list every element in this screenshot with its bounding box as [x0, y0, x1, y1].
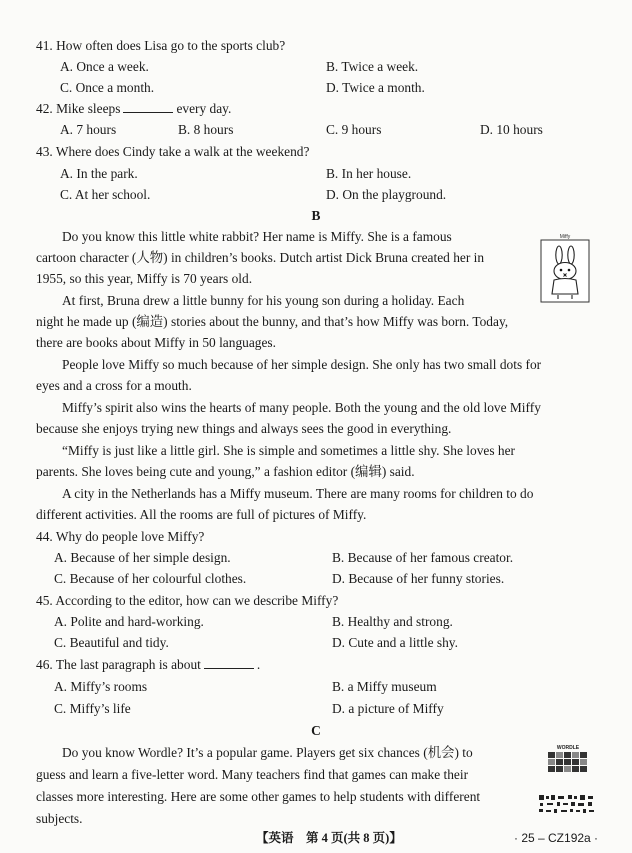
passage-c-p1-line3: classes more interesting. Here are some other games to help students with different [36, 789, 481, 804]
passage-b-p3-line2: eyes and a cross for a mouth. [36, 378, 192, 393]
passage-b-p4-line2: because she enjoys trying new things and always sees the good in everything. [36, 421, 452, 436]
game-table-thumbnail [538, 793, 596, 817]
q42-option-d: D. 10 hours [480, 122, 543, 137]
passage-b-p2-line3: there are books about Miffy in 50 languages. [36, 335, 276, 350]
section-c-heading: C [311, 723, 321, 738]
answer-blank [204, 656, 254, 669]
q41-option-b: B. Twice a week. [326, 59, 419, 74]
q42-option-b: B. 8 hours [178, 122, 234, 137]
wordle-image [546, 744, 590, 774]
wordle-image-label: WORDLE [556, 745, 580, 751]
q41-option-a: A. Once a week. [60, 59, 149, 74]
answer-blank [123, 100, 173, 113]
q42-stem-post: every day. [176, 101, 232, 116]
passage-b-p2-line2: night he made up (编造) stories about the bunny, and that’s how Miffy was born. Today, [36, 314, 509, 329]
miffy-image-label: Miffy [559, 234, 571, 240]
q42-option-c: C. 9 hours [326, 122, 382, 137]
passage-c-p1-line4: subjects. [36, 811, 83, 826]
passage-c-p1-line1: Do you know Wordle? It’s a popular game. Players get six chances (机会) to [62, 745, 473, 760]
wordle-grid-icon [546, 744, 590, 774]
q44-option-d: D. Because of her funny stories. [332, 571, 505, 586]
q44-option-a: A. Because of her simple design. [54, 550, 231, 565]
question-44-stem: 44. Why do people love Miffy? [36, 529, 205, 544]
passage-b-p5-line1: “Miffy is just like a little girl. She is simple and sometimes a little shy. She loves her [62, 443, 515, 458]
passage-b-p1-line3: 1955, so this year, Miffy is 70 years old. [36, 271, 253, 286]
q44-option-b: B. Because of her famous creator. [332, 550, 514, 565]
question-41-stem: 41. How often does Lisa go to the sports club? [36, 38, 286, 53]
q45-option-b: B. Healthy and strong. [332, 614, 453, 629]
q43-option-c: C. At her school. [60, 187, 151, 202]
q46-option-d: D. a picture of Miffy [332, 701, 444, 716]
q46-stem-pre: 46. The last paragraph is about [36, 657, 201, 672]
q46-option-c: C. Miffy’s life [54, 701, 131, 716]
q41-option-d: D. Twice a month. [326, 80, 425, 95]
q46-option-b: B. a Miffy museum [332, 679, 437, 694]
q42-option-a: A. 7 hours [60, 122, 117, 137]
q45-option-a: A. Polite and hard-working. [54, 614, 204, 629]
section-b-heading: B [311, 208, 321, 223]
passage-b-p1-line2: cartoon character (人物) in children’s books. Dutch artist Dick Bruna created her in [36, 250, 485, 265]
passage-b-p6-line1: A city in the Netherlands has a Miffy museum. There are many rooms for children to do [62, 486, 534, 501]
q45-option-d: D. Cute and a little shy. [332, 635, 458, 650]
question-42-stem [36, 98, 602, 119]
q46-option-a: A. Miffy’s rooms [54, 679, 148, 694]
q46-stem-post: . [256, 657, 261, 672]
q41-option-c: C. Once a month. [60, 80, 155, 95]
page-number-label: 【英语 第 4 页(共 8 页)】 [256, 831, 402, 845]
passage-b-p1-line1: Do you know this little white rabbit? Her name is Miffy. She is a famous [62, 229, 452, 244]
passage-c-p1-line2: guess and learn a five-letter word. Many teachers find that games can make their [36, 767, 469, 782]
q44-option-c: C. Because of her colourful clothes. [54, 571, 247, 586]
passage-b-p3-line1: People love Miffy so much because of her simple design. She only has two small dots for [62, 357, 542, 372]
question-43-stem: 43. Where does Cindy take a walk at the weekend? [36, 144, 310, 159]
q43-option-a: A. In the park. [60, 166, 138, 181]
q42-stem-pre: 42. Mike sleeps [36, 101, 121, 116]
passage-b-p5-line2: parents. She loves being cute and young,” a fashion editor (编辑) said. [36, 464, 415, 479]
exam-code: · 25 – CZ192a · [514, 831, 599, 845]
question-46-stem [36, 654, 602, 675]
q45-option-c: C. Beautiful and tidy. [54, 635, 169, 650]
q43-option-d: D. On the playground. [326, 187, 447, 202]
passage-b-p6-line2: different activities. All the rooms are full of pictures of Miffy. [36, 507, 367, 522]
question-45-stem: 45. According to the editor, how can we describe Miffy? [36, 593, 339, 608]
q43-option-b: B. In her house. [326, 166, 412, 181]
passage-b-p2-line1: At first, Bruna drew a little bunny for his young son during a holiday. Each [62, 293, 465, 308]
table-thumbnail-icon [538, 793, 596, 817]
passage-b-p4-line1: Miffy’s spirit also wins the hearts of many people. Both the young and the old love Miffy [62, 400, 541, 415]
